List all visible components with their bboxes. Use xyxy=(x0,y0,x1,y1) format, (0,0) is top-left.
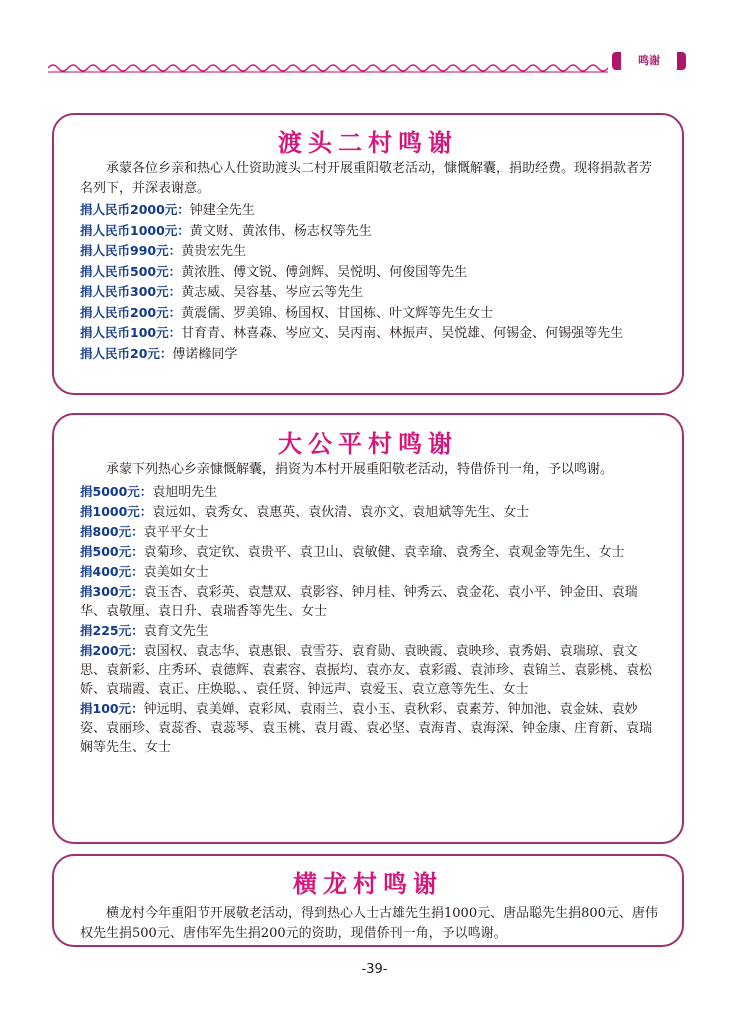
donor-names: 黄震儒、罗美锦、杨国权、甘国栋、叶文辉等先生女士 xyxy=(181,305,494,321)
donor-names: 甘育青、林喜森、岑应文、吴丙南、林振声、吴悦雄、何锡金、何锡强等先生 xyxy=(181,326,624,341)
donation-row xyxy=(80,502,658,522)
donation-row xyxy=(80,582,658,621)
donation-amount: 捐225元： xyxy=(80,622,144,638)
donation-amount: 捐5000元： xyxy=(80,483,153,499)
section-dagongping-cun xyxy=(52,413,684,844)
donation-row xyxy=(80,641,658,699)
donation-row xyxy=(80,221,658,242)
section-tab-label: 鸣谢 xyxy=(623,50,675,72)
donor-names: 袁美如女士 xyxy=(143,564,209,580)
donation-amount: 捐800元： xyxy=(80,523,144,539)
donation-row xyxy=(80,200,658,221)
donor-names: 黄浓胜、傅文锐、傅剑辉、吴悦明、何俊国等先生 xyxy=(181,264,468,280)
donation-amount: 捐人民币990元： xyxy=(80,243,182,258)
donation-row xyxy=(80,241,658,262)
donor-names: 黄文财、黄浓伟、杨志权等先生 xyxy=(189,223,372,239)
section-dutou-ercun xyxy=(52,113,684,395)
wave-decoration xyxy=(48,65,608,71)
donation-amount: 捐人民币500元： xyxy=(80,263,182,279)
donation-row xyxy=(80,303,658,324)
section-intro: 横龙村今年重阳节开展敬老活动，得到热心人士古雄先生捐1000元、唐品聪先生捐800元、唐伟权先生捐500元、唐伟军先生捐200元的资助，现借侨刊一角，予以鸣谢。 xyxy=(80,906,658,941)
donation-row xyxy=(80,344,658,365)
donor-names: 袁平平女士 xyxy=(143,524,209,540)
donation-row xyxy=(80,562,658,582)
header-wave-line xyxy=(48,62,608,74)
donation-amount: 捐人民币100元： xyxy=(80,325,182,340)
donor-names: 袁育文先生 xyxy=(143,623,209,639)
donation-amount: 捐人民币2000元： xyxy=(80,202,190,217)
donor-names: 黄志威、吴容基、岑应云等先生 xyxy=(181,285,364,300)
section-intro: 承蒙各位乡亲和热心人仕资助渡头二村开展重阳敬老活动，慷慨解囊，捐助经费。现将捐款者芳名列下，并深表谢意。 xyxy=(80,161,653,196)
donor-names: 袁国权、袁志华、袁惠银、袁雪芬、袁育勋、袁映霞、袁映珍、袁秀娟、袁瑞琼、袁文思、袁新彩、庄秀环、袁德辉、袁素容、袁振均、袁亦友、袁彩霞、袁沛珍、袁锦兰、袁影桃、袁松娇、袁瑞霞、袁正、庄焕聪、、袁任贤、钟远声、袁爱玉、袁立意等先生、女士 xyxy=(80,643,653,697)
donation-amount: 捐1000元： xyxy=(80,503,153,519)
donation-row xyxy=(80,522,658,542)
donation-row xyxy=(80,542,658,562)
donation-amount: 捐300元： xyxy=(80,583,144,599)
donor-names: 袁玉杏、袁彩英、袁慧双、袁影容、钟月桂、钟秀云、袁金花、袁小平、钟金田、袁瑞华、袁敬厘、袁日升、袁瑞香等先生、女士 xyxy=(80,584,638,619)
donor-names: 袁菊珍、袁定钦、袁贵平、袁卫山、袁敏健、袁幸瑜、袁秀全、袁观金等先生、女士 xyxy=(143,544,625,560)
donation-amount: 捐人民币300元： xyxy=(80,284,182,299)
donor-names: 袁远如、袁秀女、袁惠英、袁伙清、袁亦文、袁旭斌等先生、女士 xyxy=(152,504,530,520)
section-henglong-cun xyxy=(52,854,684,947)
donation-amount: 捐200元： xyxy=(80,642,144,658)
donation-amount: 捐500元： xyxy=(80,543,144,559)
donation-amount: 捐400元： xyxy=(80,563,144,579)
page-number: -39- xyxy=(361,962,388,977)
section-title: 横龙村鸣谢 xyxy=(293,869,443,898)
section-intro: 承蒙下列热心乡亲慷慨解囊，捐资为本村开展重阳敬老活动，特借侨刊一角，予以鸣谢。 xyxy=(106,462,614,477)
donation-row xyxy=(80,482,658,502)
donor-names: 钟建全先生 xyxy=(189,203,255,218)
donor-names: 傅诺橼同学 xyxy=(172,346,238,362)
donation-row xyxy=(80,282,658,303)
donation-row xyxy=(80,621,658,641)
donation-row xyxy=(80,262,658,283)
donation-amount: 捐人民币200元： xyxy=(80,304,182,320)
donation-amount: 捐100元： xyxy=(80,700,144,716)
donation-amount: 捐人民币1000元： xyxy=(80,222,190,238)
section-title: 渡头二村鸣谢 xyxy=(278,128,458,157)
donation-amount: 捐人民币20元： xyxy=(80,345,173,361)
donor-names: 黄贵宏先生 xyxy=(181,244,247,259)
donation-row xyxy=(80,323,658,344)
donation-row xyxy=(80,699,658,757)
section-title: 大公平村鸣谢 xyxy=(278,429,458,458)
donor-names: 袁旭明先生 xyxy=(152,484,218,500)
donor-names: 钟远明、袁美婵、袁彩凤、袁雨兰、袁小玉、袁秋彩、袁素芳、钟加池、袁金妹、袁妙姿、袁丽珍、袁蕊香、袁蕊琴、袁玉桃、袁月霞、袁必坚、袁海青、袁海深、钟金康、庄育新、袁瑞娴等先生、女士 xyxy=(80,701,653,755)
